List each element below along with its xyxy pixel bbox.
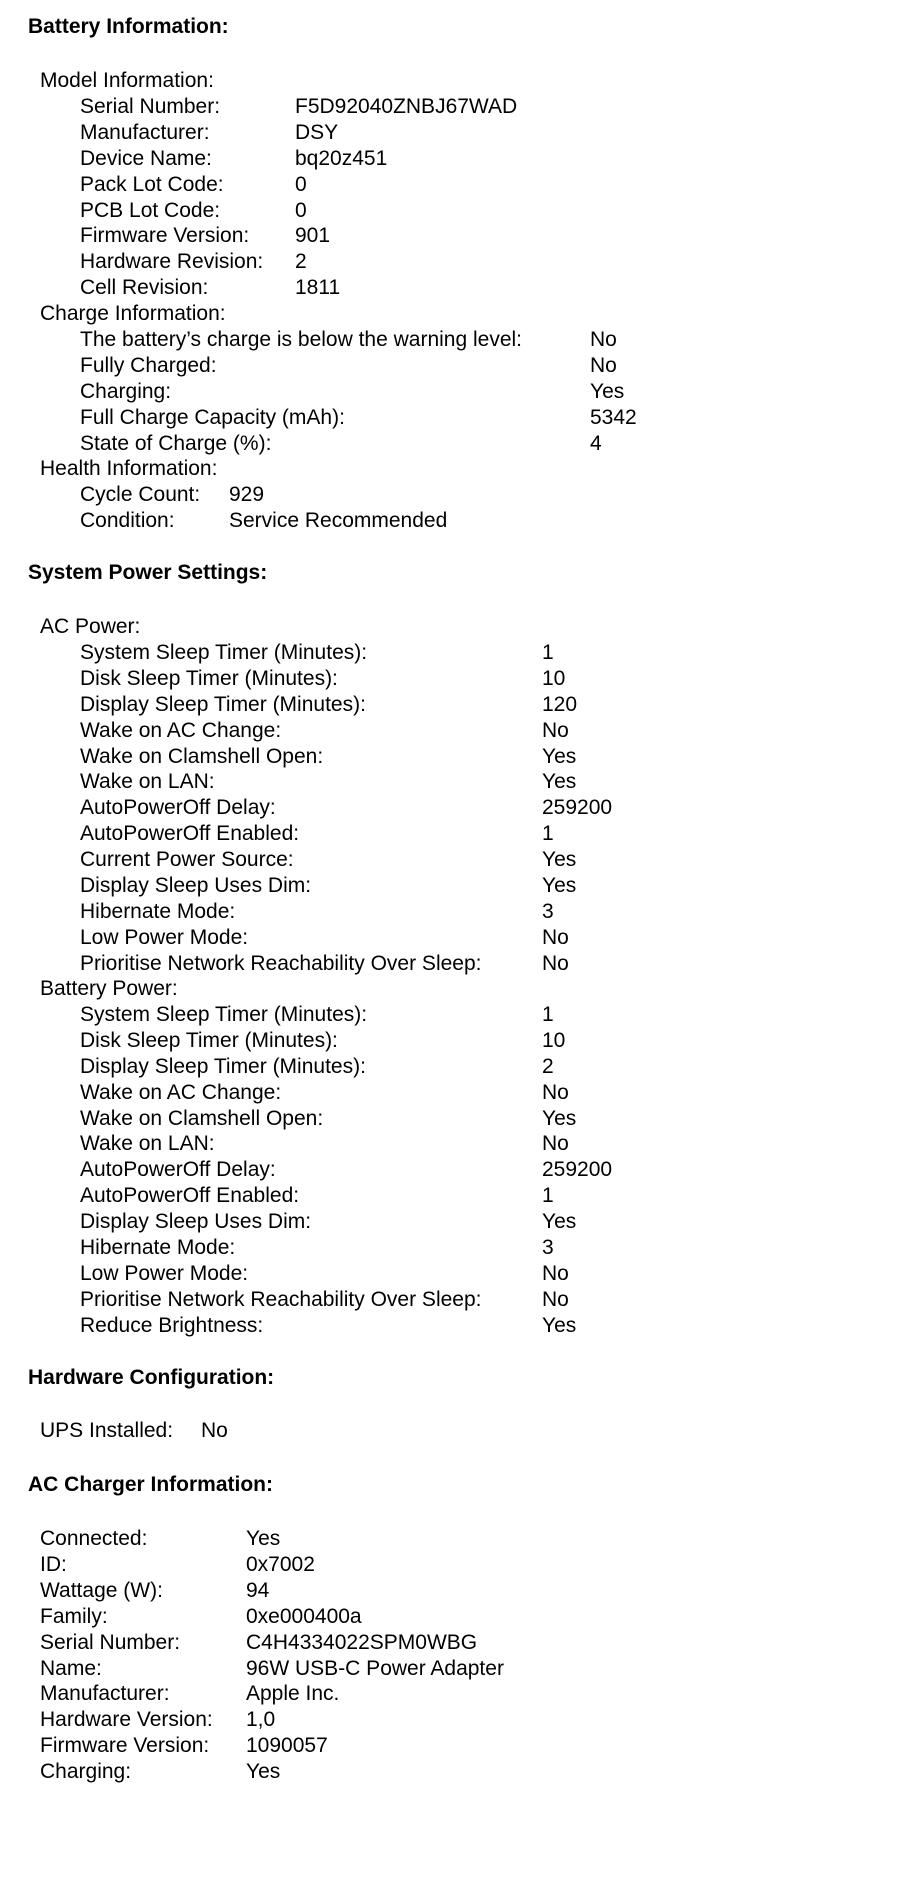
health-information-row-label: Condition: — [80, 508, 175, 532]
model-information-row — [0, 198, 920, 224]
hardware-configuration-header: Hardware Configuration: — [28, 1366, 275, 1389]
model-information-row — [0, 94, 920, 120]
ac-power-row-label: System Sleep Timer (Minutes): — [80, 640, 368, 664]
ac-power-row — [0, 847, 920, 873]
battery-power-row — [0, 1131, 920, 1157]
charge-information-row — [0, 379, 920, 405]
ac-charger-information-row-value: 0x7002 — [246, 1552, 315, 1576]
health-information-row — [0, 482, 920, 508]
charge-information-row — [0, 431, 920, 457]
battery-power-row — [0, 1106, 920, 1132]
health-information-row-value: 929 — [229, 482, 265, 506]
health-information-label: Health Information: — [40, 457, 218, 480]
ac-power-row-value: 10 — [542, 666, 566, 690]
model-information-row-value: 0 — [295, 198, 307, 222]
model-information-row — [0, 146, 920, 172]
ac-charger-information-row — [0, 1733, 920, 1759]
ac-power-row-label: Hibernate Mode: — [80, 899, 236, 923]
ac-charger-information-header: AC Charger Information: — [28, 1473, 274, 1496]
charge-information-row-label: Full Charge Capacity (mAh): — [80, 405, 345, 429]
ac-power-row — [0, 640, 920, 666]
battery-power-row-label: Wake on AC Change: — [80, 1080, 282, 1104]
model-information-row-value: 901 — [295, 224, 331, 248]
model-information-row-value: bq20z451 — [295, 146, 388, 170]
ac-charger-information-row-label: Connected: — [40, 1527, 148, 1550]
ac-power-row — [0, 821, 920, 847]
ac-charger-information-row — [0, 1707, 920, 1733]
ac-power-row-label: Disk Sleep Timer (Minutes): — [80, 666, 338, 690]
battery-power-row-label: Wake on LAN: — [80, 1132, 215, 1156]
battery-power-row — [0, 1261, 920, 1287]
ac-power-row-label: Low Power Mode: — [80, 925, 249, 949]
ac-power-row-label: AutoPowerOff Delay: — [80, 796, 276, 820]
ac-power-row-value: 259200 — [542, 796, 613, 820]
battery-power-row — [0, 1313, 920, 1339]
model-information-row — [0, 172, 920, 198]
model-information-row-value: DSY — [295, 120, 339, 144]
model-information-row-label: Hardware Revision: — [80, 250, 264, 274]
battery-power-row-value: 3 — [542, 1236, 554, 1259]
battery-power-row — [0, 1183, 920, 1209]
battery-power-row-label: Reduce Brightness: — [80, 1313, 264, 1337]
ac-charger-information-row-value: Apple Inc. — [246, 1682, 340, 1706]
ac-power-row-label: Current Power Source: — [80, 848, 294, 872]
ac-power-row — [0, 692, 920, 718]
battery-power-row-label: Prioritise Network Reachability Over Sleep: — [80, 1287, 482, 1311]
ac-power-row-value: No — [542, 951, 569, 975]
ac-power-row-value: 1 — [542, 822, 554, 846]
battery-power-row-value: Yes — [542, 1210, 577, 1234]
ac-power-row — [0, 951, 920, 977]
model-information-row-value: F5D92040ZNBJ67WAD — [295, 94, 518, 118]
ac-power-row-value: 3 — [542, 899, 554, 923]
battery-power-row — [0, 1209, 920, 1235]
ac-power-row — [0, 873, 920, 899]
ac-power-row — [0, 744, 920, 770]
model-information-row-label: Serial Number: — [80, 94, 221, 118]
charge-information-row-value: No — [590, 327, 617, 351]
battery-power-row-value: No — [542, 1261, 569, 1285]
ac-power-row-value: No — [542, 925, 569, 949]
model-information-row-value: 0 — [295, 172, 307, 196]
ac-charger-information-row-value: Yes — [246, 1760, 281, 1784]
ac-power-row-value: Yes — [542, 770, 577, 794]
ac-charger-information-row — [0, 1552, 920, 1578]
ac-charger-information-row-value: 94 — [246, 1578, 270, 1602]
model-information-row-label: Device Name: — [80, 146, 212, 170]
model-information-row — [0, 223, 920, 249]
ac-power-row — [0, 718, 920, 744]
model-information-row-label: Manufacturer: — [80, 120, 210, 144]
ac-power-row-label: AutoPowerOff Enabled: — [80, 822, 300, 846]
ac-charger-information-row-value: 1090057 — [246, 1734, 328, 1758]
ac-power-row-label: Wake on AC Change: — [80, 718, 282, 742]
battery-power-row-label: AutoPowerOff Enabled: — [80, 1184, 300, 1208]
ac-charger-information-row — [0, 1681, 920, 1707]
ac-power-row-value: Yes — [542, 744, 577, 768]
ac-power-row-value: 120 — [542, 692, 578, 716]
ac-charger-information-row-label: Manufacturer: — [40, 1682, 170, 1706]
battery-power-row-label: System Sleep Timer (Minutes): — [80, 1002, 368, 1026]
ac-power-row-label: Wake on LAN: — [80, 770, 215, 794]
model-information-row-value: 1811 — [295, 276, 341, 300]
ac-power-row — [0, 795, 920, 821]
charge-information-row-value: 5342 — [590, 405, 637, 429]
battery-power-row-label: Display Sleep Timer (Minutes): — [80, 1054, 366, 1078]
battery-power-row-label: Display Sleep Uses Dim: — [80, 1210, 312, 1234]
health-information-row-value: Service Recommended — [229, 508, 448, 532]
model-information-row — [0, 120, 920, 146]
model-information-row — [0, 275, 920, 301]
ac-power-row — [0, 666, 920, 692]
model-information-row-label: Firmware Version: — [80, 224, 250, 248]
battery-power-row-label: Low Power Mode: — [80, 1261, 249, 1285]
battery-power-row — [0, 1054, 920, 1080]
ac-charger-information-row — [0, 1578, 920, 1604]
battery-power-row — [0, 1080, 920, 1106]
charge-information-row-value: Yes — [590, 379, 625, 403]
ac-power-row-label: Display Sleep Uses Dim: — [80, 874, 312, 897]
battery-power-row — [0, 1028, 920, 1054]
ac-power-row-value: No — [542, 718, 569, 742]
battery-power-row-value: 2 — [542, 1054, 554, 1078]
ac-power-row — [0, 769, 920, 795]
ac-charger-information-row-value: 0xe000400a — [246, 1604, 362, 1628]
charge-information-row-label: Fully Charged: — [80, 353, 217, 377]
charge-information-row — [0, 353, 920, 379]
battery-power-label: Battery Power: — [40, 977, 178, 1000]
battery-power-row — [0, 1157, 920, 1183]
charge-information-row-label: State of Charge (%): — [80, 431, 272, 455]
model-information-label: Model Information: — [40, 69, 214, 92]
battery-power-row-label: Wake on Clamshell Open: — [80, 1106, 324, 1130]
battery-information-header: Battery Information: — [28, 15, 229, 38]
model-information-row — [0, 249, 920, 275]
charge-information-row — [0, 405, 920, 431]
ac-charger-information-row-label: Wattage (W): — [40, 1578, 163, 1602]
charge-information-row-value: 4 — [590, 431, 602, 455]
ac-charger-information-row-value: 1,0 — [246, 1708, 276, 1732]
charge-information-row-label: Charging: — [80, 379, 172, 403]
ac-power-row — [0, 925, 920, 951]
ac-charger-information-row-label: Name: — [40, 1656, 102, 1680]
hardware-configuration-row — [0, 1418, 920, 1444]
battery-power-row — [0, 1002, 920, 1028]
ac-power-row-value: Yes — [542, 874, 577, 897]
ac-power-row-value: 1 — [542, 640, 554, 664]
model-information-row-label: PCB Lot Code: — [80, 198, 221, 222]
charge-information-row-label: The battery’s charge is below the warning level: — [80, 327, 523, 351]
ac-charger-information-row-value: C4H4334022SPM0WBG — [246, 1630, 478, 1654]
ac-charger-information-row-label: ID: — [40, 1552, 67, 1576]
health-information-row-label: Cycle Count: — [80, 482, 201, 506]
model-information-row-label: Cell Revision: — [80, 276, 209, 300]
charge-information-row — [0, 327, 920, 353]
ac-power-row-label: Display Sleep Timer (Minutes): — [80, 692, 366, 716]
hardware-configuration-row-label: UPS Installed: — [40, 1419, 174, 1442]
ac-charger-information-row-value: 96W USB-C Power Adapter — [246, 1656, 504, 1680]
battery-power-row-label: AutoPowerOff Delay: — [80, 1158, 276, 1182]
battery-power-row — [0, 1235, 920, 1261]
model-information-row-value: 2 — [295, 250, 307, 274]
ac-charger-information-row-value: Yes — [246, 1527, 281, 1550]
battery-power-row-value: No — [542, 1080, 569, 1104]
model-information-row-label: Pack Lot Code: — [80, 172, 224, 196]
ac-charger-information-row — [0, 1656, 920, 1682]
ac-charger-information-row — [0, 1759, 920, 1785]
ac-charger-information-row-label: Hardware Version: — [40, 1708, 213, 1732]
hardware-configuration-row-value: No — [201, 1419, 228, 1442]
battery-power-row-value: 1 — [542, 1184, 554, 1208]
battery-power-row-label: Disk Sleep Timer (Minutes): — [80, 1028, 338, 1052]
ac-power-row-label: Wake on Clamshell Open: — [80, 744, 324, 768]
battery-power-row-value: Yes — [542, 1106, 577, 1130]
battery-power-row — [0, 1287, 920, 1313]
battery-power-row-value: Yes — [542, 1313, 577, 1337]
system-power-settings-header: System Power Settings: — [28, 561, 268, 584]
ac-power-row-value: Yes — [542, 848, 577, 872]
charge-information-row-value: No — [590, 353, 617, 377]
battery-power-row-value: No — [542, 1132, 569, 1156]
battery-power-row-value: 1 — [542, 1002, 554, 1026]
ac-charger-information-row-label: Firmware Version: — [40, 1734, 210, 1758]
ac-charger-information-row — [0, 1630, 920, 1656]
ac-charger-information-row-label: Charging: — [40, 1760, 132, 1784]
battery-power-row-value: No — [542, 1287, 569, 1311]
ac-power-row — [0, 899, 920, 925]
battery-power-row-label: Hibernate Mode: — [80, 1236, 236, 1259]
battery-power-row-value: 259200 — [542, 1158, 613, 1182]
ac-power-row-label: Prioritise Network Reachability Over Sleep: — [80, 951, 482, 975]
battery-power-row-value: 10 — [542, 1028, 566, 1052]
ac-charger-information-row — [0, 1526, 920, 1552]
health-information-row — [0, 508, 920, 534]
ac-charger-information-row — [0, 1604, 920, 1630]
ac-charger-information-row-label: Family: — [40, 1604, 108, 1628]
ac-charger-information-row-label: Serial Number: — [40, 1630, 181, 1654]
charge-information-label: Charge Information: — [40, 302, 226, 325]
ac-power-label: AC Power: — [40, 615, 141, 638]
